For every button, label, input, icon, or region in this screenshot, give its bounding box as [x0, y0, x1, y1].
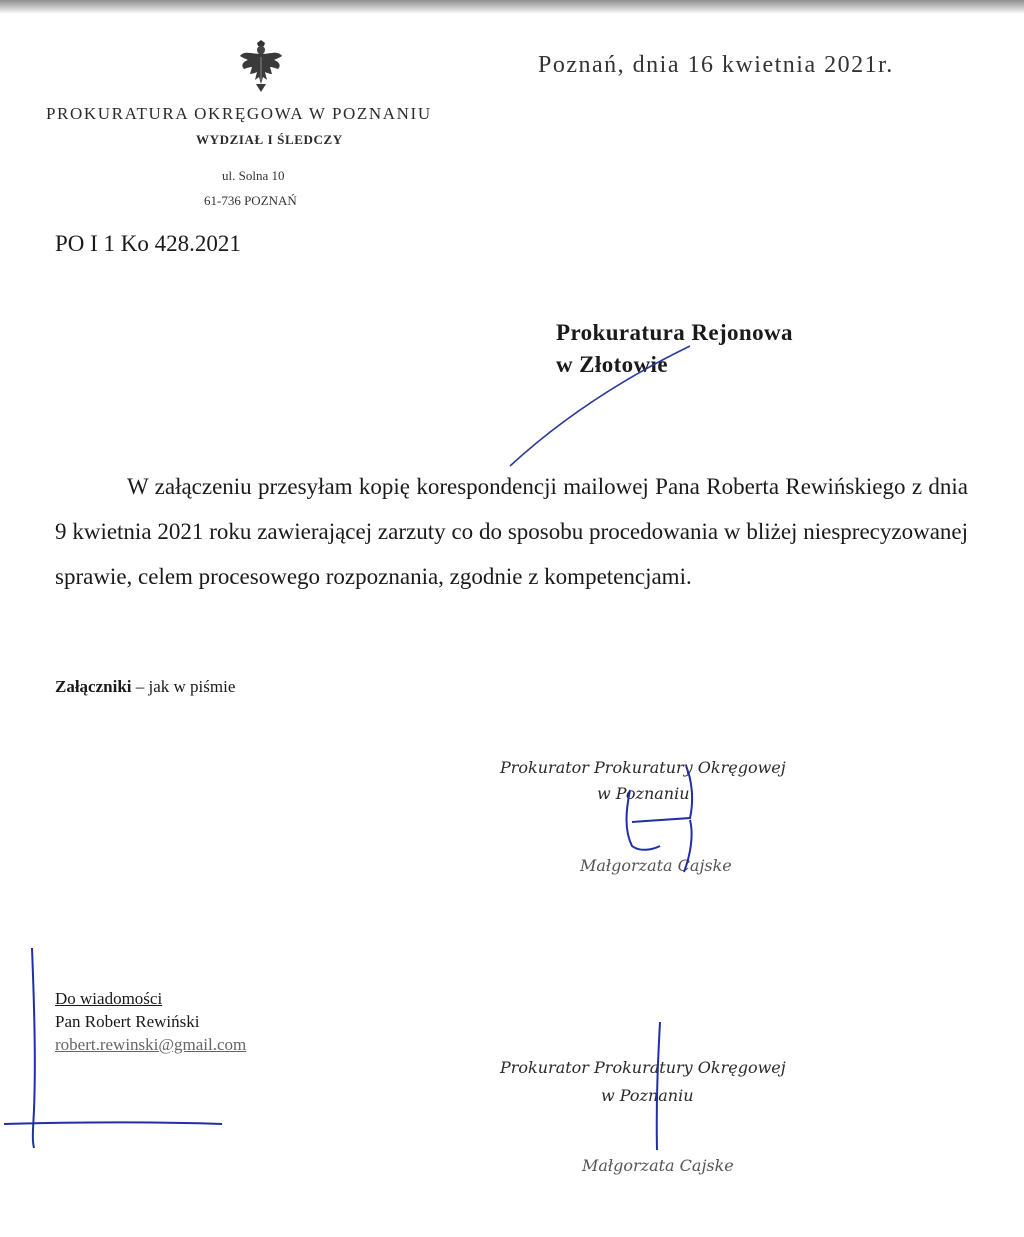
attachments-text: – jak w piśmie	[131, 677, 236, 696]
office-street: ul. Solna 10	[222, 168, 285, 183]
signature-2-location: w Poznaniu	[601, 1086, 694, 1105]
cc-name: Pan Robert Rewiński	[55, 1012, 200, 1031]
document-date: Poznań, dnia 16 kwietnia 2021r.	[538, 52, 894, 78]
office-city: 61-736 POZNAŃ	[204, 193, 297, 208]
department-name: WYDZIAŁ I ŚLEDCZY	[196, 132, 343, 147]
recipient-line-1: Prokuratura Rejonowa	[556, 320, 793, 345]
case-reference: PO I 1 Ko 428.2021	[55, 231, 241, 256]
signature-1-title: Prokurator Prokuratury Okręgowej	[500, 758, 786, 777]
recipient-line-2: w Złotowie	[556, 352, 668, 377]
top-shadow-bar	[0, 0, 1024, 14]
signature-1-location: w Poznaniu	[597, 784, 690, 803]
letter-body: W załączeniu przesyłam kopię korespondencji mailowej Pana Roberta Rewińskiego z dnia 9 kwietnia 2021 roku zawierającej zarzuty co do sposobu procedowania w bliżej niesprecyzowanej sprawie, celem procesowego rozpoznania, zgodnie z kompetencjami.	[55, 474, 968, 589]
attachments-label: Załączniki	[55, 677, 132, 696]
cc-heading: Do wiadomości	[55, 989, 163, 1008]
signature-2-title: Prokurator Prokuratury Okręgowej	[500, 1058, 786, 1077]
attachments-note	[55, 677, 235, 697]
signature-2-name: Małgorzata Cajske	[582, 1156, 734, 1175]
signature-1-name: Małgorzata Cajske	[580, 856, 732, 875]
eagle-emblem-icon	[238, 40, 284, 92]
office-name: PROKURATURA OKRĘGOWA W POZNANIU	[46, 104, 432, 123]
cc-email: robert.rewinski@gmail.com	[55, 1035, 247, 1054]
